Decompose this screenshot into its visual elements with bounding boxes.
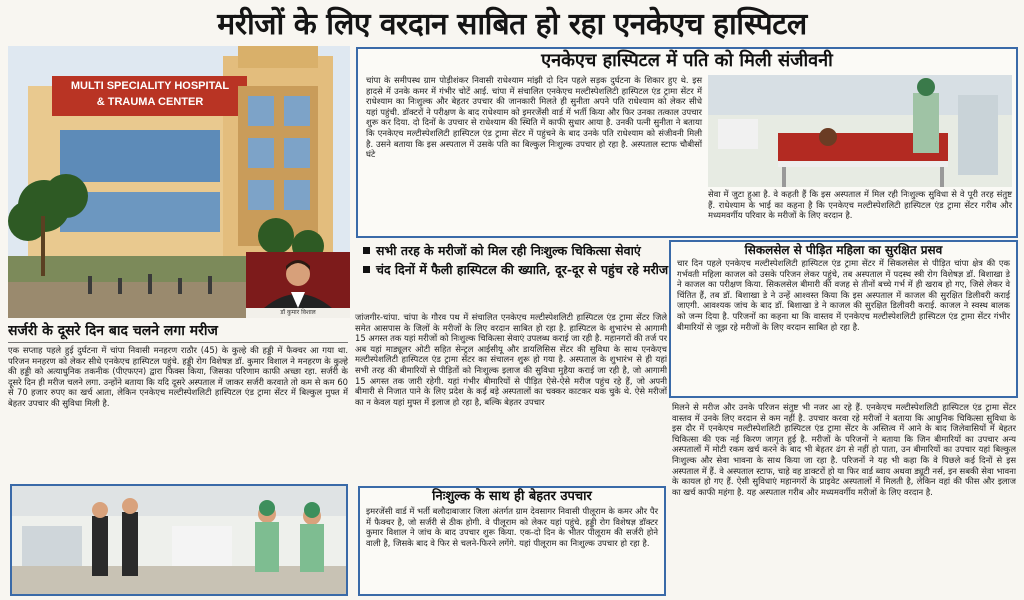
top-story-title: एनकेएच हास्पिटल में पति को मिली संजीवनी xyxy=(541,50,833,71)
free-story-box xyxy=(358,486,666,596)
bullet-text: सभी तरह के मरीजों को मिल रही निःशुल्क चिकित्सा सेवाएं xyxy=(376,243,641,258)
free-story-title: निःशुल्क के साथ ही बेहतर उपचार xyxy=(432,489,592,504)
patient-bed-illustration xyxy=(708,75,1012,187)
bullet-text: चंद दिनों में फैली हास्पिटल की ख्याति, दूर-दूर से पहुंच रहे मरीज xyxy=(376,262,669,277)
portrait-caption: डॉ कुमार विशाल xyxy=(246,308,350,318)
doctor-portrait xyxy=(246,252,350,318)
page-headline: मरीजों के लिए वरदान साबित हो रहा एनकेएच हास्पिटल xyxy=(217,6,807,42)
patient-bed-photo xyxy=(708,75,1012,187)
ward-illustration xyxy=(12,486,346,594)
top-story-body-cont: सेवा में जुटा हुआ है. वे कहती हैं कि इस अस्पताल में मिल रही निःशुल्क सुविधा से वे पूरी तरह संतुष्ट हैं. राधेश्याम के भाई का कहना है कि एनकेएच मल्टीस्पेशलिटी हास्पिटल एंड ट्रामा सेंटर गरीब और मध्यमवर्गीय परिवार के मरीजों के लिए वरदान है. xyxy=(708,189,1012,221)
top-story-body: चांपा के समीपस्थ ग्राम पोड़ीशंकर निवासी राधेश्याम मांझी दो दिन पहले सड़क दुर्घटना के शिकार हुए थे. इस हादसे में उनके कमर में गंभीर चोटें आई. चांपा में संचालित एनकेएच मल्टीस्पेशलिटी हास्पिटल एंड ट्रामा सेंटर में राधेश्याम का निःशुल्क और बेहतर उपचार की जानकारी मिलते ही सुनीता अपने पति राधेश्याम को लेकर सीधे यहां पहुंची. डॉक्टरों ने परीक्षण के बाद राधेश्याम को इमरजेंसी वार्ड में भर्ती किया और फिर उनका तत्काल उपचार शुरू कर दिया. दो दिनों के उपचार से राधेश्याम की स्थिति में काफी सुधार आया है. उनकी पत्नी सुनीता ने बताया कि एनकेएच मल्टीस्पेशलिटी हास्पिटल एंड ट्रामा सेंटर में पहुंचने के बाद उनके पति राधेश्याम को संजीवनी मिली है. उसने बताया कि इस अस्पताल में उसके पति का बिल्कुल निःशुल्क उपचार हो रहा है. अस्पताल स्टाफ चौबीसों घंटे xyxy=(366,75,702,160)
free-story-body: इमरजेंसी वार्ड में भर्ती बलौदाबाजार जिला अंतर्गत ग्राम देवसागर निवासी पीलूराम के कमर और पैर में फैक्चर है, जो सर्जरी से ठीक होगी. वे पीलूराम को लेकर यहां पहुंचे. हड्डी रोग विशेषज्ञ डॉक्टर कुमार विशाल ने जांच के बाद उपचार शुरू किया. एक-दो दिन के भीतर पीलूराम की सर्जरी होने वाली है, जिसके बाद वे फिर से चलने-फिरने लगेंगे. यहां पीलूराम का निःशुल्क उपचार हो रहा है. xyxy=(366,506,658,548)
hospital-sign-line2: & TRAUMA CENTER xyxy=(96,96,204,108)
surgery-story-title: सर्जरी के दूसरे दिन बाद चलने लगा मरीज xyxy=(8,322,348,343)
bullet-square-icon xyxy=(363,247,370,254)
sickle-story-box xyxy=(669,240,1018,398)
sickle-story-body: चार दिन पहले एनकेएच मल्टीस्पेशलिटी हास्पिटल एंड ट्रामा सेंटर में सिकलसेल से पीड़ित चांपा क्षेत्र की एक गर्भवती महिला काजल को उसके परिजन लेकर पहुंचे, तब अस्पताल में पदस्थ स्त्री रोग विशेषज्ञ डॉ. बिशाखा डे ने काजल का परीक्षण किया. सिकलसेल बीमारी की वजह से तीनों बच्चे गर्भ में ही खराब हो गए, जिसे लेकर वे चिंतित हैं, तब डॉ. बिशाखा डे ने उन्हें आश्वस्त किया कि इस अस्पताल में काजल की सुरक्षित डिलीवरी कराई जाएगी. आवश्यक जांच के बाद डॉ. बिशाखा डे ने काजल की सुरक्षित डिलीवरी कराई. काजल ने स्वस्थ बालक को जन्म दिया है. परिजनों का कहना था कि वास्तव में एनकेएच मल्टीस्पेशलिटी हास्पिटल एंड ट्रामा सेंटर गंभीर बीमारियों से जूझ रहे मरीजों के लिए वरदान साबित हो रहा है. xyxy=(677,258,1010,332)
hospital-sign-line1: MULTI SPECIALITY HOSPITAL xyxy=(70,80,230,92)
right-story-body: मिलने से मरीज और उनके परिजन संतुष्ट भी नजर आ रहे हैं. एनकेएच मल्टीस्पेशलिटी हास्पिटल एंड ट्रामा सेंटर वास्तव में उनके लिए वरदान से कम नहीं है. उपचार करवा रहे मरीजों ने बताया कि आधुनिक चिकित्सा सुविधा के इस दौर में एनकेएच मल्टीस्पेशलिटी हास्पिटल एंड ट्रामा सेंटर के अस्तित्व में आने के बाद जिलेवासियों में बेहतर चिकित्सा की एक नई किरण जागृत हुई है. मरीजों के परिजनों ने बताया कि जिन बीमारियों का उपचार अन्य अस्पतालों में मोटी रकम खर्च करने के बाद भी बेहतर ढंग से नहीं हो पाता, उन बीमारियों का उपचार यहां बिल्कुल निःशुल्क और सेवा भावना के साथ किया जा रहा है. परिजनों ने यह भी कहा कि वे पिछले कई दिनों से इस अस्पताल में हैं. वे अस्पताल स्टाफ, चाहे वह डाक्टरों हो या फिर वार्ड ब्वाय अथवा ड्यूटी नर्स, इन सबकी सेवा भावना के कायल हो गए हैं. ऐसी सुविधाएं महानगरों के प्राइवेट अस्पतालों में मिलती है, लेकिन वहां की फीस और इलाज का खर्च काफी महंगा है. यह अस्पताल गरीब और मध्यमवर्गीय मरीजों के लिए वरदान है. xyxy=(672,402,1016,497)
sickle-story-title: सिकलसेल से पीड़ित महिला का सुरक्षित प्रसव xyxy=(744,243,943,257)
main-story-body: जांजगीर-चांपा. चांपा के गौरव पथ में संचालित एनकेएच मल्टीस्पेशलिटी हास्पिटल एंड ट्रामा सेंटर जिले समेत आसपास के जिलों के मरीजों के लिए वरदान साबित हो रहा है. हास्पिटल के शुभारंभ से आगामी 15 अगस्त तक यहां मरीजों को निःशुल्क चिकित्सा सेवाएं उपलब्ध कराई जा रही है. महानगरों की तर्ज पर अब यहां माड्यूलर ओटी सहित सेन्ट्रल आईसीयू और डायलिसिस सेंटर की सुविधा के साथ एनकेएच मल्टीस्पेशलिटी हास्पिटल एंड ट्रामा सेंटर का संचालन शुरू हो गया है. अस्पताल के शुभारंभ से ही यहां सभी तरह की बीमारियों से पीड़ितों को निःशुल्क इलाज की सुविधा मुहैया कराई जा रही है, जो आगामी 15 अगस्त तक जारी रहेगी. यहां गंभीर बीमारियों से पीड़ित ऐसे-ऐसे मरीज पहुंच रहे हैं, जो अपनी बीमारी से निजात पाने के लिए प्रदेश के कई बड़े अस्पतालों का चक्कर काटकर थक चुके थे. ऐसे मरीजों का न केवल यहां मुफ्त में इलाज हो रहा है, बल्कि बेहतर उपचार xyxy=(355,312,667,407)
surgery-story-body: एक सप्ताह पहले हुई दुर्घटना में चांपा निवासी मनहरण राठौर (45) के कुल्हे की हड्डी में फैक्चर आ गया था. परिजन मनहरण को लेकर सीधे एनकेएच हास्पिटल पहुंचे. हड्डी रोग विशेषज्ञ डॉ. कुमार विशाल ने मनहरण के कुल्हे की हड्डी को अत्याधुनिक तकनीक (पीएफएन) द्वारा फिक्स किया, जिसका परिणाम काफी अच्छा रहा. सर्जरी के दूसरे दिन ही मरीज चलने लगा. उन्होंने बताया कि यदि दूसरे अस्पताल में जाकर सर्जरी करवाते तो कम से कम 60 से 70 हजार रुपए का खर्च आता, लेकिन एनकेएच मल्टीस्पेशलिटी हास्पिटल एंड ट्रामा सेंटर में बिल्कुल मुफ्त में बेहतर उपचार की सुविधा मिली है. xyxy=(8,345,348,408)
ward-photo xyxy=(10,484,348,596)
surgery-story xyxy=(8,322,348,482)
doctor-portrait-illustration xyxy=(246,252,350,308)
top-story-box xyxy=(356,47,1018,238)
bullet-square-icon xyxy=(363,266,370,273)
